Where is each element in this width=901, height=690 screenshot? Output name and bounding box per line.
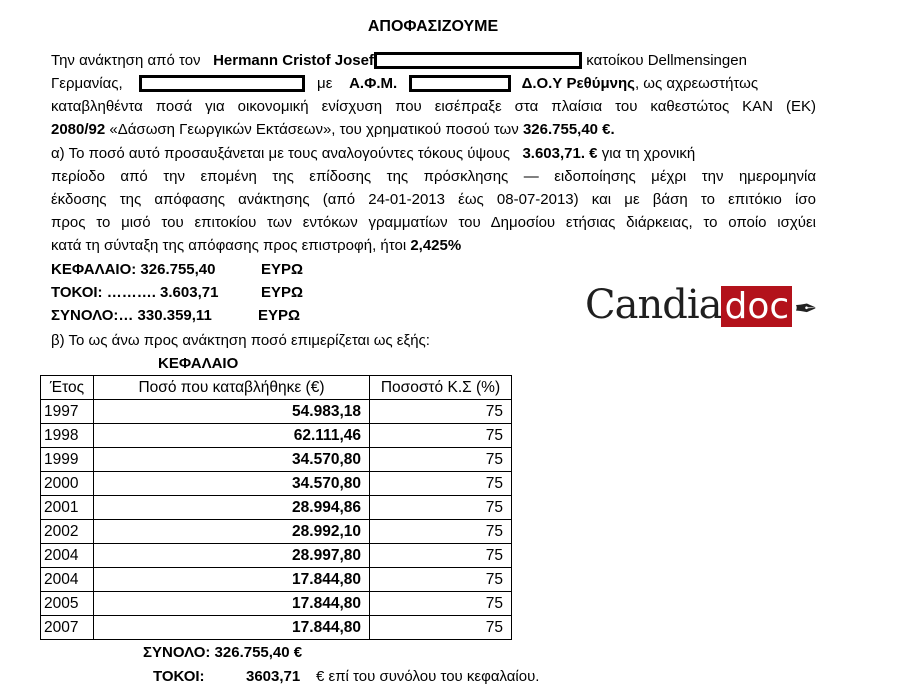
table-caption: ΚΕΦΑΛΑΙΟ — [158, 355, 239, 372]
amount-cell: 34.570,80 — [94, 472, 370, 496]
table-row — [41, 520, 512, 544]
table-row — [41, 592, 512, 616]
year-cell: 1997 — [41, 400, 94, 424]
interest-note: € επί του συνόλου του κεφαλαίου. — [316, 668, 540, 685]
year-cell: 2001 — [41, 496, 94, 520]
text: κατά τη σύνταξη της απόφασης προς επιστροφή, ήτοι — [51, 237, 411, 254]
amount-cell: 28.994,86 — [94, 496, 370, 520]
header-year: Έτος — [41, 376, 94, 400]
summary-capital — [51, 259, 304, 281]
year-cell: 2007 — [41, 616, 94, 640]
amount: 326.755,40 €. — [522, 121, 615, 138]
para1-line4 — [51, 119, 816, 141]
logo-text: Candia — [585, 282, 722, 328]
interest-label: ΤΟΚΟΙ: — [153, 668, 205, 685]
year-cell: 2004 — [41, 544, 94, 568]
para-a-line3: έκδοσης της απόφασης ανάκτησης (από 24-01-2013 έως 08-07-2013) και με βάση το επιτόκιο ίσο — [51, 191, 816, 208]
year-cell: 2000 — [41, 472, 94, 496]
interest-amount: 3.603,71. € — [522, 145, 598, 162]
para1-line3: καταβληθέντα ποσά για οικονομική ενίσχυση που εισέπραξε στα πλαίσια του καθεστώτος ΚΑΝ (ΕΚ) — [51, 98, 816, 115]
text: με — [317, 75, 333, 92]
text: Γερμανίας, — [51, 75, 123, 92]
table-row — [41, 496, 512, 520]
currency: ΕΥΡΩ — [261, 284, 304, 301]
regulation-number: 2080/92 — [51, 121, 106, 138]
currency: ΕΥΡΩ — [258, 307, 301, 324]
recipient-name: Hermann Cristof Josef — [213, 52, 374, 69]
percent-cell: 75 — [370, 400, 512, 424]
table-row — [41, 568, 512, 592]
percent-cell: 75 — [370, 448, 512, 472]
year-cell: 1998 — [41, 424, 94, 448]
tax-office: Δ.Ο.Υ Ρεθύμνης — [521, 75, 635, 92]
amount-cell: 62.111,46 — [94, 424, 370, 448]
para1-line1 — [51, 50, 816, 72]
capital-table — [40, 375, 512, 640]
percent-cell: 75 — [370, 568, 512, 592]
text: , ως αχρεωστήτως — [634, 75, 759, 92]
interest-rate: 2,425% — [410, 237, 462, 254]
redaction-box — [409, 75, 511, 92]
year-cell: 2004 — [41, 568, 94, 592]
percent-cell: 75 — [370, 520, 512, 544]
percent-cell: 75 — [370, 472, 512, 496]
total-label: ΣΥΝΟΛΟ:… 330.359,11 — [51, 307, 212, 324]
summary-interest — [51, 282, 304, 304]
para-a-line2: περίοδο από την επομένη της επίδοσης της πρόσκλησης — ειδοποίησης μέχρι την ημερομηνία — [51, 168, 816, 185]
logo-text-highlight: doc — [721, 286, 792, 327]
year-cell: 2005 — [41, 592, 94, 616]
header-percent: Ποσοστό Κ.Σ (%) — [370, 376, 512, 400]
text: για τη χρονική — [601, 145, 696, 162]
footer-total: ΣΥΝΟΛΟ: 326.755,40 € — [143, 644, 303, 661]
text: «Δάσωση Γεωργικών Εκτάσεων», του χρηματικού ποσού των — [105, 121, 523, 138]
para-a-line4: προς το μισό του επιτοκίου των εντόκων γραμματίων του Δημοσίου ετήσιας διάρκειας, το οποίο ισχύει — [51, 214, 816, 231]
amount-cell: 17.844,80 — [94, 568, 370, 592]
quill-icon: ✒ — [794, 292, 818, 325]
table-row — [41, 472, 512, 496]
text: Την ανάκτηση από τον — [51, 52, 201, 69]
interest-label: ΤΟΚΟΙ: ………. 3.603,71 — [51, 284, 219, 301]
redaction-box — [374, 52, 582, 69]
amount-cell: 28.997,80 — [94, 544, 370, 568]
para-b: β) Το ως άνω προς ανάκτηση ποσό επιμερίζεται ως εξής: — [51, 332, 430, 349]
redaction-box — [139, 75, 305, 92]
table-row — [41, 616, 512, 640]
percent-cell: 75 — [370, 592, 512, 616]
table-row — [41, 424, 512, 448]
amount-cell: 17.844,80 — [94, 592, 370, 616]
percent-cell: 75 — [370, 424, 512, 448]
header-amount: Ποσό που καταβλήθηκε (€) — [94, 376, 370, 400]
table-row — [41, 544, 512, 568]
table-row — [41, 448, 512, 472]
text: κατοίκου Dellmensingen — [586, 52, 747, 69]
interest-value: 3603,71 — [246, 668, 301, 685]
para1-line2 — [51, 73, 816, 95]
afm-label: Α.Φ.Μ. — [349, 75, 398, 92]
year-cell: 1999 — [41, 448, 94, 472]
summary-total — [51, 305, 301, 327]
percent-cell: 75 — [370, 496, 512, 520]
amount-cell: 34.570,80 — [94, 448, 370, 472]
para-a-line1 — [51, 143, 816, 165]
currency: ΕΥΡΩ — [261, 261, 304, 278]
para-a-line5 — [51, 235, 816, 257]
text: α) Το ποσό αυτό προσαυξάνεται με τους αναλογούντες τόκους ύψους — [51, 145, 510, 162]
capital-label: ΚΕΦΑΛΑΙΟ: 326.755,40 — [51, 261, 216, 278]
table-row — [41, 400, 512, 424]
table-header-row — [41, 376, 512, 400]
decision-heading: ΑΠΟΦΑΣΙΖΟΥΜΕ — [367, 18, 499, 35]
year-cell: 2002 — [41, 520, 94, 544]
percent-cell: 75 — [370, 616, 512, 640]
percent-cell: 75 — [370, 544, 512, 568]
amount-cell: 17.844,80 — [94, 616, 370, 640]
amount-cell: 28.992,10 — [94, 520, 370, 544]
amount-cell: 54.983,18 — [94, 400, 370, 424]
candiadoc-logo — [585, 281, 818, 333]
footer-interest — [153, 666, 540, 688]
